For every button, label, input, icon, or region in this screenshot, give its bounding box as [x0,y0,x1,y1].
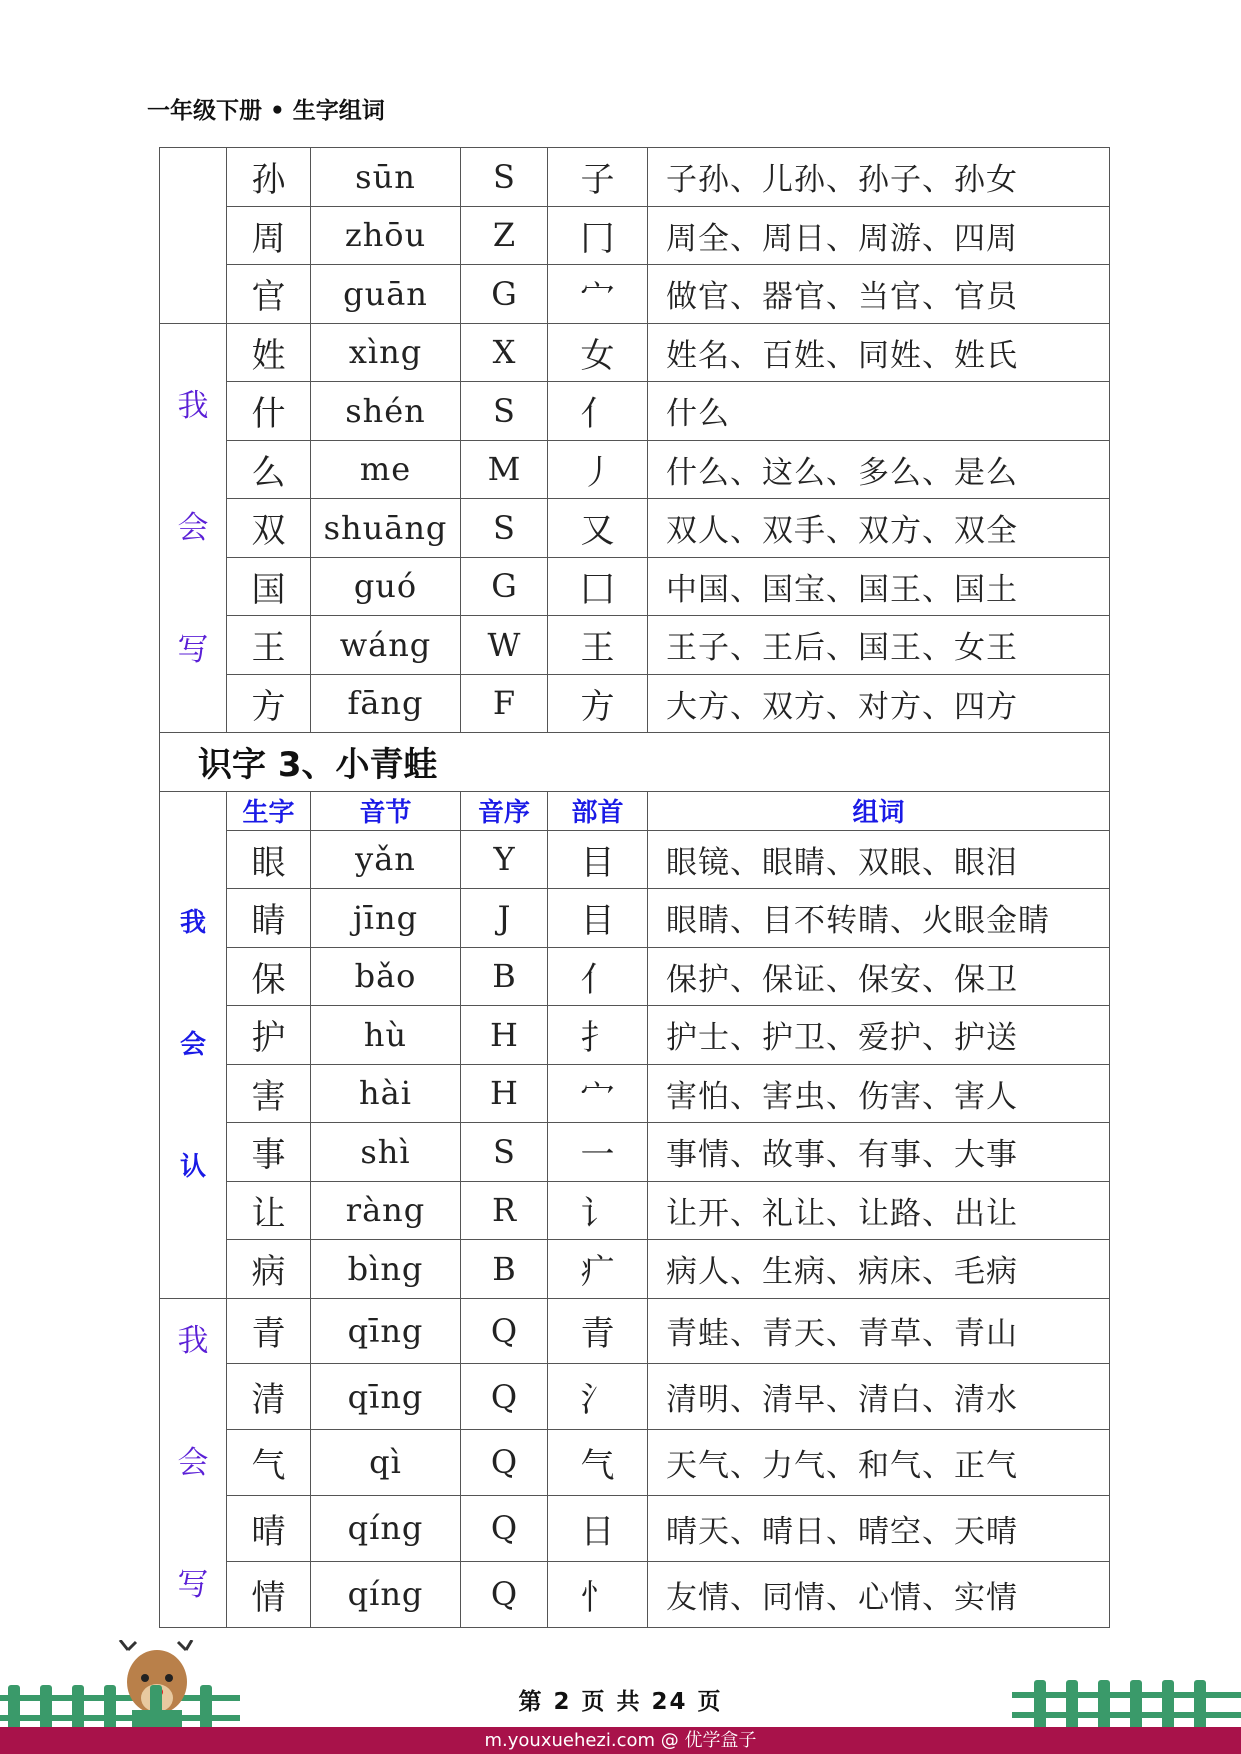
letter-cell: B [461,1240,548,1299]
group-label-char: 会 [177,509,209,546]
table-row [160,1123,1110,1182]
page-header-title: 一年级下册 • 生字组词 [147,98,385,124]
char-cell: 国 [227,557,311,616]
radical-cell: 丿 [548,440,648,499]
pinyin-cell: hài [311,1064,461,1123]
pinyin-cell: hù [311,1006,461,1065]
char-cell: 睛 [227,889,311,948]
pinyin-cell: qīng [311,1364,461,1430]
char-cell: 方 [227,674,311,733]
pinyin-cell: me [311,440,461,499]
vocab-table [159,147,1110,1628]
radical-cell: 王 [548,616,648,675]
char-cell: 病 [227,1240,311,1299]
section-title-row [160,733,1110,792]
group-label-char: 我 [177,387,209,424]
letter-cell: Q [461,1430,548,1496]
radical-cell: 氵 [548,1364,648,1430]
char-cell: 事 [227,1123,311,1182]
table-row [160,323,1110,382]
pinyin-cell: zhōu [311,206,461,265]
table-row [160,1181,1110,1240]
radical-cell: 宀 [548,265,648,324]
char-cell: 害 [227,1064,311,1123]
letter-cell: F [461,674,548,733]
pinyin-cell: wáng [311,616,461,675]
words-cell: 晴天、晴日、晴空、天晴 [648,1495,1110,1561]
pinyin-cell: yǎn [311,830,461,889]
pinyin-cell: xìng [311,323,461,382]
pinyin-cell: ràng [311,1181,461,1240]
letter-cell: Q [461,1364,548,1430]
letter-cell: Q [461,1495,548,1561]
radical-cell: 囗 [548,557,648,616]
table-row [160,1006,1110,1065]
table-row [160,557,1110,616]
table-row [160,499,1110,558]
letter-cell: S [461,148,548,207]
group-label-char: 写 [177,1566,209,1603]
column-header-row [160,791,1110,830]
words-cell: 天气、力气、和气、正气 [648,1430,1110,1496]
letter-cell: Z [461,206,548,265]
words-cell: 病人、生病、病床、毛病 [648,1240,1110,1299]
radical-cell: 一 [548,1123,648,1182]
table-row [160,206,1110,265]
words-cell: 什么、这么、多么、是么 [648,440,1110,499]
words-cell: 青蛙、青天、青草、青山 [648,1298,1110,1364]
table-row [160,830,1110,889]
char-cell: 双 [227,499,311,558]
char-cell: 周 [227,206,311,265]
letter-cell: G [461,265,548,324]
radical-cell: 疒 [548,1240,648,1299]
words-cell: 清明、清早、清白、清水 [648,1364,1110,1430]
char-cell: 什 [227,382,311,441]
letter-cell: X [461,323,548,382]
table-row [160,148,1110,207]
radical-cell: 目 [548,830,648,889]
pinyin-cell: shì [311,1123,461,1182]
letter-cell: W [461,616,548,675]
words-cell: 姓名、百姓、同姓、姓氏 [648,323,1110,382]
pinyin-cell: shuāng [311,499,461,558]
words-cell: 护士、护卫、爱护、护送 [648,1006,1110,1065]
table-row [160,265,1110,324]
words-cell: 做官、器官、当官、官员 [648,265,1110,324]
words-cell: 害怕、害虫、伤害、害人 [648,1064,1110,1123]
table-row [160,616,1110,675]
col-header-words: 组词 [648,791,1110,830]
group-label-char: 会 [179,1029,206,1060]
char-cell: 官 [227,265,311,324]
col-header-char: 生字 [227,791,311,830]
char-cell: 姓 [227,323,311,382]
col-header-pinyin: 音节 [311,791,461,830]
pinyin-cell: qīng [311,1298,461,1364]
letter-cell: H [461,1006,548,1065]
group-label-char: 我 [177,1322,209,1359]
radical-cell: 青 [548,1298,648,1364]
footer-url: m.youxuehezi.com @ 优学盒子 [484,1730,757,1751]
words-cell: 中国、国宝、国王、国土 [648,557,1110,616]
words-cell: 周全、周日、周游、四周 [648,206,1110,265]
table-row [160,1561,1110,1627]
radical-cell: 忄 [548,1561,648,1627]
char-cell: 保 [227,947,311,1006]
pinyin-cell: qíng [311,1495,461,1561]
pinyin-cell: fāng [311,674,461,733]
radical-cell: 日 [548,1495,648,1561]
letter-cell: Q [461,1561,548,1627]
group-label-char: 写 [177,631,209,668]
table-row [160,1298,1110,1364]
group-label-char: 会 [177,1444,209,1481]
char-cell: 晴 [227,1495,311,1561]
pinyin-cell: bìng [311,1240,461,1299]
char-cell: 么 [227,440,311,499]
radical-cell: 亻 [548,947,648,1006]
words-cell: 保护、保证、保安、保卫 [648,947,1110,1006]
words-cell: 大方、双方、对方、四方 [648,674,1110,733]
char-cell: 眼 [227,830,311,889]
group-label [160,1298,227,1627]
radical-cell: 扌 [548,1006,648,1065]
letter-cell: H [461,1064,548,1123]
letter-cell: G [461,557,548,616]
pinyin-cell: qíng [311,1561,461,1627]
pinyin-cell: qì [311,1430,461,1496]
table-row [160,889,1110,948]
group-label [160,323,227,733]
radical-cell: 气 [548,1430,648,1496]
radical-cell: 冂 [548,206,648,265]
table-row [160,440,1110,499]
letter-cell: R [461,1181,548,1240]
table-row [160,382,1110,441]
radical-cell: 目 [548,889,648,948]
table-row [160,1364,1110,1430]
radical-cell: 又 [548,499,648,558]
words-cell: 什么 [648,382,1110,441]
letter-cell: B [461,947,548,1006]
letter-cell: S [461,382,548,441]
col-header-letter: 音序 [461,791,548,830]
letter-cell: Y [461,830,548,889]
char-cell: 情 [227,1561,311,1627]
radical-cell: 子 [548,148,648,207]
char-cell: 青 [227,1298,311,1364]
words-cell: 眼镜、眼睛、双眼、眼泪 [648,830,1110,889]
section-title: 识字 3、小青蛙 [160,733,1110,792]
words-cell: 眼睛、目不转睛、火眼金睛 [648,889,1110,948]
table-row [160,947,1110,1006]
char-cell: 气 [227,1430,311,1496]
words-cell: 双人、双手、双方、双全 [648,499,1110,558]
table-row [160,1064,1110,1123]
words-cell: 事情、故事、有事、大事 [648,1123,1110,1182]
pinyin-cell: shén [311,382,461,441]
char-cell: 让 [227,1181,311,1240]
words-cell: 让开、礼让、让路、出让 [648,1181,1110,1240]
pinyin-cell: guó [311,557,461,616]
words-cell: 友情、同情、心情、实情 [648,1561,1110,1627]
char-cell: 孙 [227,148,311,207]
col-header-radical: 部首 [548,791,648,830]
table-row [160,1240,1110,1299]
table-row [160,1430,1110,1496]
radical-cell: 宀 [548,1064,648,1123]
radical-cell: 亻 [548,382,648,441]
radical-cell: 讠 [548,1181,648,1240]
letter-cell: S [461,499,548,558]
radical-cell: 女 [548,323,648,382]
table-row [160,1495,1110,1561]
letter-cell: J [461,889,548,948]
char-cell: 王 [227,616,311,675]
letter-cell: Q [461,1298,548,1364]
pinyin-cell: guān [311,265,461,324]
pinyin-cell: bǎo [311,947,461,1006]
pinyin-cell: jīng [311,889,461,948]
letter-cell: M [461,440,548,499]
table-row [160,674,1110,733]
letter-cell: S [461,1123,548,1182]
group-label [160,791,227,1298]
page-number: 第 2 页 共 24 页 [518,1689,723,1715]
char-cell: 清 [227,1364,311,1430]
words-cell: 王子、王后、国王、女王 [648,616,1110,675]
words-cell: 子孙、儿孙、孙子、孙女 [648,148,1110,207]
pinyin-cell: sūn [311,148,461,207]
char-cell: 护 [227,1006,311,1065]
group-label-char: 我 [179,907,206,938]
radical-cell: 方 [548,674,648,733]
group-label-empty [160,148,227,324]
group-label-char: 认 [179,1151,206,1182]
